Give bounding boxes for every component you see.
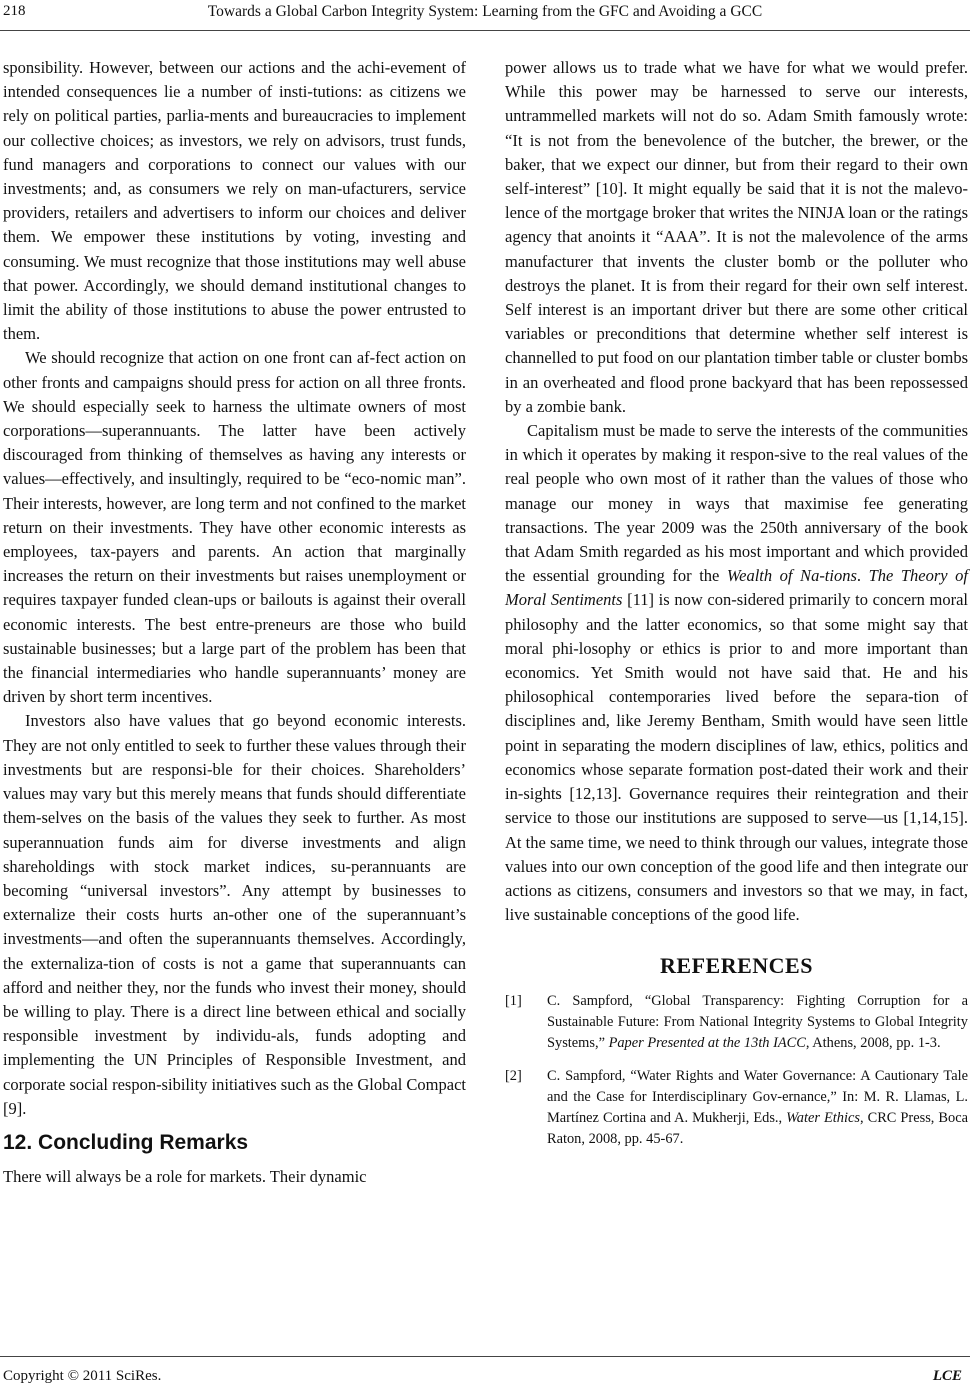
italic-text: Paper Presented at the — [608, 1035, 741, 1052]
paragraph: power allows us to trade what we have for what we would prefer. While this power may be harnessed to serve our interests, untrammelled markets will not do so. Adam Smith famously wrote: “It is not from the benevolence of the butcher, the brewer, or the baker, that we expect our dinner, but from their regard to their own self-interest” [10]. It might equally be said that it is not the malevo-lence of the mortgage broker that writes the NINJA loan or the ratings agency that anoints it “AAA”. It is not the malevolence of the arms manufacturer that invents the cluster bomb or the polluter who destroys the planet. It is from their regard for their own self interest. Self interest is an important driver but there are some other critical variables or preconditions that determine whether self interest is channelled to put food on our plantation timber table or cluster bombs in an overheated and flood prone backyard that has been repossessed by a zombie bank. — [505, 58, 968, 416]
right-column — [505, 56, 968, 1162]
journal-abbreviation: LCE — [932, 1368, 962, 1384]
paragraph: Investors also have values that go beyond economic interests. They are not only entitled to seek to further these values through their investments but are responsi-ble for their choices. Shareholders’ values may vary but this merely means that funds should differentiate them-selves on the basis of the values they seek to further. As most superannuation funds aim for diverse investments and align shareholdings with stock market indices, su-perannuants are becoming “universal investors”. Any attempt by businesses to externalize their costs hurts an-other one of the superannuant’s investments—and often the superannuants themselves. Accordingly, the externaliza-tion of costs is not a game that superannuants can afford and neither they, nor the funds who invest their money, should be willing to play. There is a direct line between ethical and socially responsible investment by individu-als, funds adopting and implementing the UN Principles of Responsible Investment, and corporate social respon-sibility initiatives such as the Global Compact [9]. — [3, 711, 466, 1118]
reference-text — [547, 991, 968, 1054]
paragraph — [505, 419, 968, 927]
text-span: , Athens, 2008, pp. 1-3. — [805, 1035, 941, 1052]
italic-title: Wealth of Na-tions — [726, 566, 857, 586]
paragraph: sponsibility. However, between our actions and the achi-evement of intended consequences lie a number of insti-tutions: as citizens we rely on political parties, parlia-ments and bureaucracies to implement our collective choices; as investors, we rely on advisors, trust funds, fund managers and corporations to connect our values with our investments; and, as consumers we rely on man-ufacturers, service providers, retailers and advertisers to inform our choices and deliver them. We empower these institutions by voting, investing and consuming. We must recognize that those institutions may well abuse that power. Accordingly, we should demand institutional changes to limit the ability of those institutions to abuse the power entrusted to them. — [3, 58, 466, 344]
text-span: Capitalism must be made to serve the interests of the communities in which it operates by making it respon-sive to the real values of the real people who own most of it rather than the values of those who manage our money in ways that maximise fee generating transactions. The year 2009 was the 250th anniversary of the book that Adam Smith regarded as his most important and which provided the essential grounding for the — [505, 421, 968, 586]
reference-item — [505, 1066, 968, 1150]
references-heading: REFERENCES — [660, 953, 813, 979]
italic-title: The Theory of Moral Sentiments — [505, 566, 968, 610]
text-span: . — [856, 566, 869, 586]
footer-rule — [0, 1356, 970, 1357]
italic-text: th IACC — [758, 1035, 806, 1052]
reference-item — [505, 991, 968, 1054]
text-span: , CRC Press, Boca Raton, 2008, pp. 45-67. — [547, 1110, 968, 1148]
italic-text: 13 — [740, 1035, 759, 1052]
italic-text: Water Ethics — [786, 1110, 860, 1127]
reference-text — [547, 1066, 968, 1150]
text-span: C. Sampford, “Global Transparency: Fighting Corruption for a Sustainable Future: From National Integrity Systems to Global Integrity Systems,” — [547, 993, 968, 1052]
paragraph: There will always be a role for markets. Their dynamic — [3, 1166, 367, 1186]
page-header — [0, 0, 970, 30]
page-footer — [0, 1356, 970, 1388]
page-number: 218 — [3, 3, 26, 19]
header-rule — [0, 30, 970, 31]
copyright-notice: Copyright © 2011 SciRes. — [3, 1368, 162, 1384]
section-heading: 12. Concluding Remarks — [3, 1130, 249, 1154]
reference-number: [2] — [505, 1068, 522, 1085]
paragraph: We should recognize that action on one front can af-fect action on other fronts and campaigns should press for action on all three fronts. We should especially seek to harness the ultimate owners of most corporations—superannuants. The latter have been actively discouraged from thinking of themselves as having any interests or values—effectively, and insultingly, required to be “eco-nomic man”. Their interests, however, are long term and not confined to the market return on their investments. They have other economic interests as employees, tax-payers and parents. An action that marginally increases the return on their investments but raises unemployment or requires taxpayer funded clean-ups or bailouts is against their overall economic interests. The best entre-preneurs are those who build sustainable businesses; but a large part of the problem has been that the financial intermediaries who handle superannuants’ money are driven by short term incentives. — [3, 348, 466, 707]
text-span: C. Sampford, “Water Rights and Water Governance: A Cautionary Tale and the Case for Interdisciplinary Gov-ernance,” In: M. R. Llamas, L. Martínez Cortina and A. Mukherji, Eds., — [547, 1068, 968, 1127]
left-column — [3, 56, 466, 1189]
reference-number: [1] — [505, 993, 522, 1010]
running-title: Towards a Global Carbon Integrity System: Learning from the GFC and Avoiding a GCC — [207, 3, 763, 20]
text-span: [11] is now con-sidered primarily to concern moral philosophy and the latter economics, so that some might say that moral phi-losophy or ethics is prior to and more important than economics. Yet Smith would not have said that. He and his philosophical contemporaries lived before the separa-tion of disciplines and, like Jeremy Bentham, Smith would have seen little point in separating the modern disciplines of law, ethics, politics and economics whose separate formation post-dated their work and their in-sights [12,13]. Governance requires their reintegration and their service to those our institutions are supposed to serve—us [1,14,15]. At the same time, we need to think through our values, integrate those values into our own conception of the good life and then integrate our actions as citizens, consumers and investors so that we may, in fact, live sustainable conceptions of the good life. — [505, 590, 968, 925]
